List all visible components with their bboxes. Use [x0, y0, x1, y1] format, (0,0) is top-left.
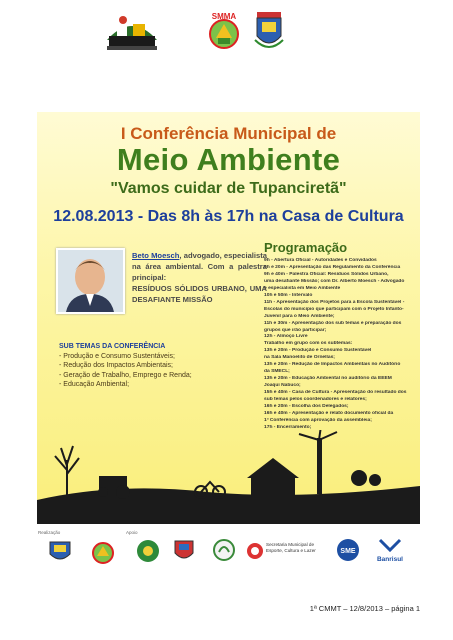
schedule-line: Escolas do município que participam com o Projeto Infanto- — [264, 306, 404, 312]
schedule-line: 11h - Apresentação dos Projetos para a Escola Sustentável - — [264, 299, 405, 305]
poster-date-place: 12.08.2013 - Das 8h às 17h na Casa de Cultura — [53, 208, 404, 225]
schedule-line: 16h e 40m - Apresentação e relato documento oficial da — [264, 410, 394, 416]
page-footer: 1ª CMMT – 12/8/2013 – página 1 — [309, 604, 420, 613]
subtheme-item: - Produção e Consumo Sustentáveis; — [59, 352, 175, 360]
schedule-line: 17h - Encerramento; — [264, 424, 312, 430]
apoio-label: Apoio — [126, 530, 138, 535]
schedule-line: 13h e 20m - Produção e Consumo Sustentável — [264, 348, 372, 354]
partner-logo-green-icon — [136, 538, 160, 564]
schedule-line: da SMECL; — [264, 369, 290, 375]
schedule-line: 1ª Conferência com aprovação da assembleia; — [264, 417, 372, 423]
speaker-photo — [56, 248, 125, 314]
schedule-line: na Sala Manoelito de Ornellas; — [264, 355, 335, 361]
subthemes-block — [59, 342, 254, 390]
schedule-line: Joaquí Nabuco; — [264, 383, 301, 389]
schedule-line: sub temas pelos coordenadores e relatores; — [264, 397, 367, 403]
schedule-line: 12h - Almoço Livre — [264, 334, 308, 340]
schedule-line: 9h e 40m - Palestra Oficial: Resíduos Sólidos Urbano, — [264, 271, 389, 277]
subtheme-item: - Redução dos Impactos Ambientais; — [59, 362, 174, 370]
schedule-line: Juvenil para o Meio Ambiente; — [264, 313, 335, 319]
schedule-line: 9h e 20m - Apresentação das Regulamento da Conferência — [264, 264, 401, 270]
poster-title-main: Meio Ambiente — [116, 142, 341, 177]
smma-small-logo-icon — [88, 538, 118, 564]
subthemes-title: SUB TEMAS DA CONFERÊNCIA — [59, 343, 166, 350]
program-title: Programação — [264, 240, 348, 255]
secretaria-name: Secretaria Municipal de Esporte, Cultura e Lazer — [266, 542, 316, 553]
poster-title-line1: I Conferência Municipal de — [120, 124, 337, 143]
subtheme-item: - Geração de Trabalho, Emprego e Renda; — [59, 371, 192, 379]
schedule-line: grupos que irão participar; — [264, 327, 327, 333]
speaker-bio: , advogado, especialista na área ambiental. Com a palestra principal: — [132, 251, 267, 282]
realizacao-label: Realização — [38, 530, 61, 535]
school-logo-icon — [103, 10, 161, 52]
sme-text: SME — [340, 548, 356, 555]
schedule-line: 9h - Abertura Oficial - Autoridades e Convidados — [264, 258, 377, 263]
program-schedule — [264, 258, 414, 432]
landscape-silhouette — [37, 430, 420, 524]
schedule-line: 11h e 30m - Apresentação dos sub temas e preparação dos — [264, 320, 402, 326]
schedule-line: 10h e 50m - Intervalo — [264, 292, 313, 298]
smma-logo-icon — [206, 10, 242, 52]
partner-logo-round-icon — [212, 538, 236, 564]
partner-crest-icon — [172, 538, 196, 564]
schedule-line: 13h e 20m - Educação Ambiental no auditório da EEEM — [264, 376, 392, 382]
svg-text:SMMA: SMMA — [211, 12, 237, 21]
banrisul-logo — [372, 538, 408, 564]
speaker-name: Beto Moesch — [132, 251, 180, 260]
schedule-line: Trabalho em grupo com os subtemas: — [264, 341, 353, 347]
sme-logo-icon — [336, 538, 360, 564]
municipal-crest-small-icon — [48, 538, 72, 564]
municipal-crest-icon — [253, 10, 285, 52]
conference-poster — [37, 112, 420, 524]
schedule-line: 13h e 20m - Redução de Impactos Ambientais no Auditório — [264, 362, 401, 368]
speaker-talk-title: RESÍDUOS SÓLIDOS URBANO, UMA DESAFIANTE MISSÃO — [132, 284, 267, 304]
schedule-line: e especialista em Meio Ambiente — [264, 285, 341, 291]
secretaria-logo — [246, 538, 324, 564]
banrisul-name: Banrisul — [376, 556, 403, 563]
schedule-line: 16h e 20m - Escolha dos Delegados; — [264, 404, 349, 410]
subtheme-item: - Educação Ambiental; — [59, 381, 130, 389]
poster-slogan: "Vamos cuidar de Tupanciretã" — [110, 180, 347, 197]
speaker-description — [132, 250, 267, 305]
schedule-line: uma desafiante Missão; com Dr. Alberto Moesch - Advogado — [264, 278, 405, 284]
schedule-line: 15h e 40m - Casa de Cultura - Apresentação do resultado dos — [264, 390, 407, 396]
